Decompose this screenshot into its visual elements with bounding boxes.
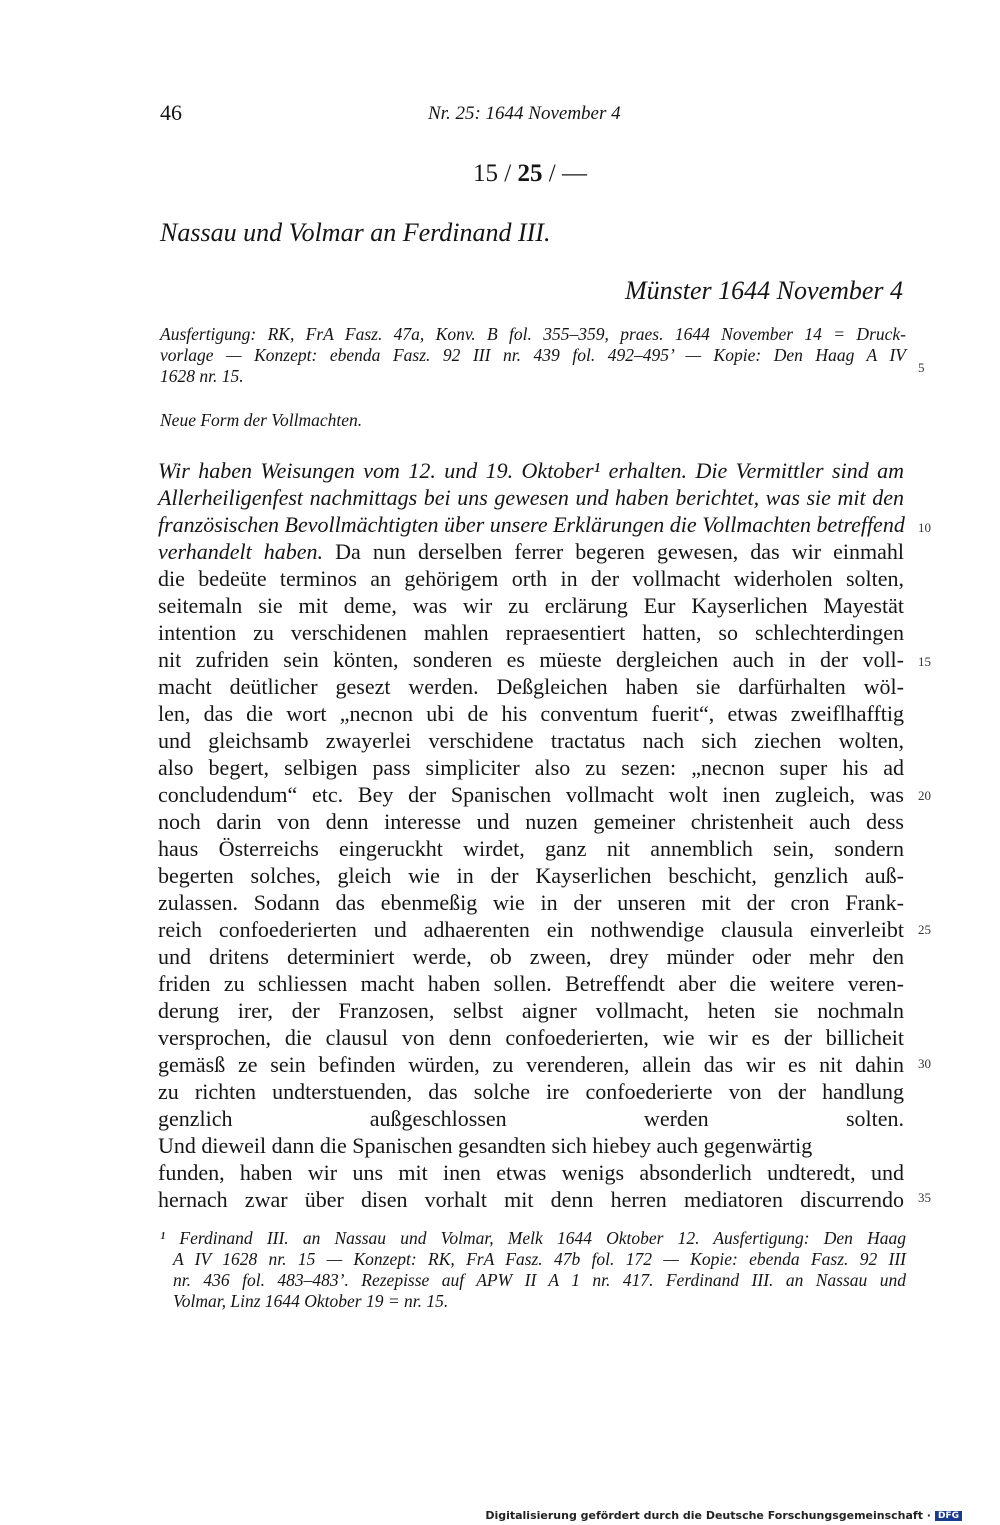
footnotes [160, 1228, 906, 1312]
text-line: französischen Bevollmächtigten über unsere Erklärungen die Vollmachten betreffend [158, 512, 905, 537]
text-line: concludendum“ etc. Bey der Spanischen vollmacht wolt inen zugleich, was [158, 782, 904, 807]
source-line: 1628 nr. 15. [160, 366, 244, 386]
running-title: Nr. 25: 1644 November 4 [428, 103, 621, 124]
text-line: begerten solches, gleich wie in der Kayserlichen beschicht, genzlich auß- [158, 863, 904, 888]
page-number: 46 [160, 100, 182, 125]
document-number-post: / — [542, 160, 587, 187]
text-line: hernach zwar über disen vorhalt mit denn herren mediatoren discurrendo [158, 1187, 904, 1212]
line-number: 20 [918, 788, 931, 803]
text-line: len, das die wort „necnon ubi de his conventum fuerit“, etwas zweiflhafftig [158, 701, 904, 726]
footnote-line: Volmar, Linz 1644 Oktober 19 = nr. 15. [173, 1291, 449, 1311]
text-line: und gleichsamb zwayerlei verschidene tractatus nach sich ziechen wolten, [158, 728, 904, 753]
text-line: reich confoederierten und adhaerenten ein nothwendige clausula einverleibt [158, 917, 904, 942]
text-line: Wir haben Weisungen vom 12. und 19. Oktober¹ erhalten. Die Vermittler sind am [158, 458, 904, 483]
text-line: friden zu schliessen macht haben sollen. Betreffendt aber die weitere veren- [158, 971, 904, 996]
text-line: zulassen. Sodann das ebenmeßig wie in der unseren mit der cron Frank- [158, 890, 904, 915]
text-line-roman: Da nun derselben ferrer begeren gewesen, das wir einmahl [323, 539, 904, 564]
text-line: nit zufriden sein könten, sonderen es müeste dergleichen auch in der voll- [158, 647, 904, 672]
text-line: intention zu verschidenen mahlen repraesentiert hatten, so schlechterdingen [158, 620, 904, 645]
text-line: noch darin von denn interesse und nuzen gemeiner christenheit auch dess [158, 809, 904, 834]
text-line-italic: verhandelt haben. [158, 539, 324, 564]
summary: Neue Form der Vollmachten. [160, 410, 363, 430]
place-date: Münster 1644 November 4 [624, 276, 903, 305]
source-note [160, 324, 906, 387]
document-title: Nassau und Volmar an Ferdinand III. [160, 218, 551, 247]
document-number-main: 25 [517, 160, 543, 187]
text-line: also begert, selbigen pass simpliciter also zu sezen: „necnon super his ad [158, 755, 904, 780]
text-line: die bedeüte terminos an gehörigem orth in der vollmacht widerholen solten, [158, 566, 904, 591]
text-line [158, 538, 904, 565]
text-line: Allerheiligenfest nachmittags bei uns gewesen und haben berichtet, was sie mit den [158, 485, 904, 510]
line-number: 10 [918, 520, 931, 535]
source-line: vorlage — Konzept: ebenda Fasz. 92 III nr. 439 fol. 492–495’ — Kopie: Den Haag A IV [160, 345, 906, 365]
text-line: derung irer, der Franzosen, selbst aigner vollmacht, heten sie nochmaln [158, 998, 904, 1023]
credit-text: Digitalisierung gefördert durch die Deutsche Forschungsgemeinschaft · [485, 1509, 931, 1522]
source-line: Ausfertigung: RK, FrA Fasz. 47a, Konv. B fol. 355–359, praes. 1644 November 14 = Druck- [160, 324, 906, 344]
line-number: 35 [918, 1190, 931, 1205]
text-line: zu richten undterstuenden, das solche ire confoederierte von der handlung [158, 1079, 904, 1104]
text-line: seitemaln sie mit deme, was wir zu erclärung Eur Kayserlichen Mayestät [158, 593, 904, 618]
text-line: haus Österreichs eingeruckht wirdet, ganz nit annemblich sein, sondern [158, 836, 904, 861]
text-line: versprochen, die clausul von denn confoederierten, wie wir es der billicheit [158, 1025, 904, 1050]
line-number: 25 [918, 922, 931, 937]
text-line: macht deütlicher gesezt werden. Deßgleichen haben sie darfürhalten wöl- [158, 674, 904, 699]
body-text [158, 457, 904, 1240]
text-line: genzlich außgeschlossen werden solten. [158, 1106, 904, 1131]
dfg-logo: DFG [935, 1511, 962, 1521]
text-line: funden, haben wir uns mit inen etwas wenigs absonderlich undteredt, und [158, 1160, 904, 1185]
line-number: 30 [918, 1056, 931, 1071]
footnote-line: ¹ Ferdinand III. an Nassau und Volmar, Melk 1644 Oktober 12. Ausfertigung: Den Haag [160, 1228, 906, 1248]
text-line: Und dieweil dann die Spanischen gesandten sich hiebey auch gegenwärtig [158, 1133, 813, 1158]
digitization-credit [485, 1509, 962, 1522]
text-line: und dritens determiniert werde, ob zween, drey münder oder mehr den [158, 944, 904, 969]
text-line: gemäsß ze sein befinden würden, zu verenderen, allein das wir es nit dahin [158, 1052, 904, 1077]
document-number [0, 160, 1000, 188]
line-number: 5 [918, 360, 925, 375]
footnote-line: A IV 1628 nr. 15 — Konzept: RK, FrA Fasz. 47b fol. 172 — Kopie: ebenda Fasz. 92 III [173, 1249, 906, 1269]
footnote-line: nr. 436 fol. 483–483’. Rezepisse auf APW II A 1 nr. 417. Ferdinand III. an Nassau und [173, 1270, 906, 1290]
document-number-pre: 15 / [473, 160, 518, 187]
line-number: 15 [918, 654, 931, 669]
